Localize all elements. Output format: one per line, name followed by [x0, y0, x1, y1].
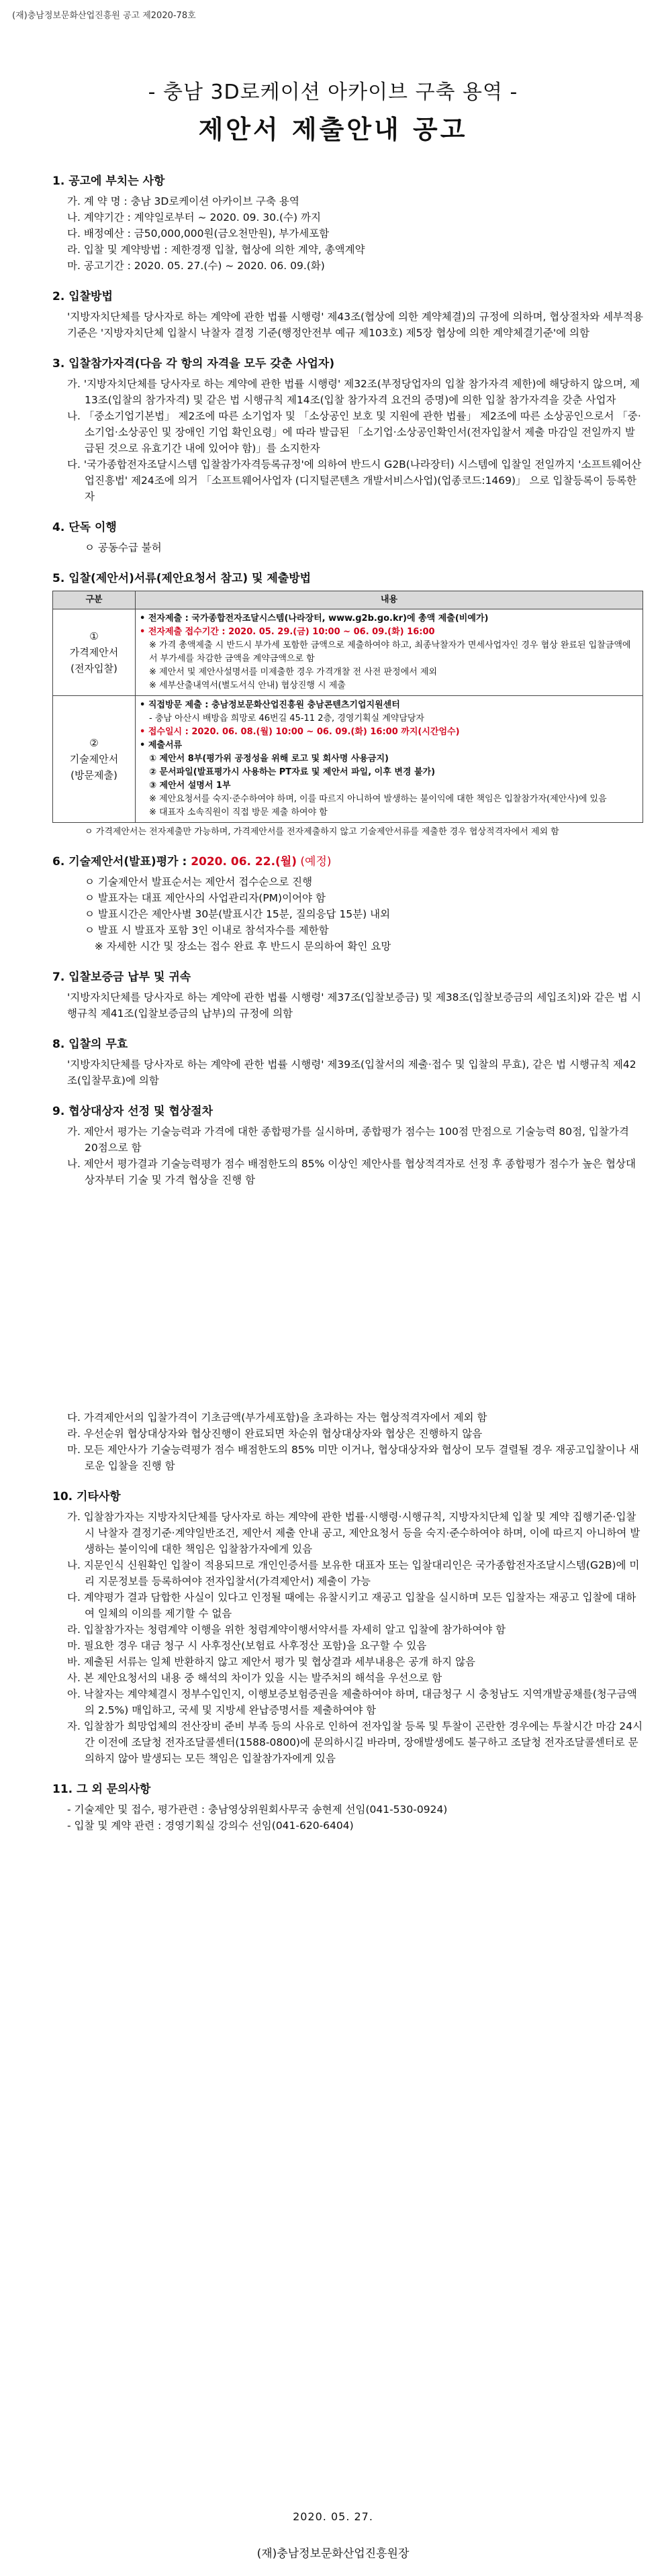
project-subtitle: - 충남 3D로케이션 아카이브 구축 용역 - [148, 81, 518, 104]
content-line: ※ 제안요청서를 숙지·준수하여야 하며, 이를 따르지 아니하여 발생하는 불이익에 대한 책임은 입찰참가자(제안사)에 있음 [149, 794, 607, 804]
row-label: ① 가격제안서 (전자입찰) [53, 609, 136, 696]
section-9 [52, 1103, 643, 1474]
issuing-organization: (재)충남정보문화산업진흥원장 [256, 2547, 410, 2561]
row-content [136, 609, 643, 696]
contact-item: - 기술제안 및 접수, 평가관련 : 충남영상위원회사무국 송현제 선임(041-530-0924) [67, 1803, 448, 1816]
section-heading [52, 854, 643, 870]
section-heading: 9. 협상대상자 선정 및 협상절차 [52, 1105, 213, 1118]
content-line: ※ 대표자 소속직원이 직접 방문 제출 하여야 함 [149, 807, 328, 818]
list-item: 자. 입찰참가 희망업체의 전산장비 준비 부족 등의 사유로 인하여 전자입찰 등록 및 투찰이 곤란한 경우에는 투찰시간 마감 24시간 이전에 조달청 전자조달콜센터(1588-0800)에 문의하시길 바라며, 장애발생에도 불구하고 조달청 전자조달콜센터로 문의하지 않아 발생되는 모든 책임은 입찰참가자에게 있음 [67, 1720, 643, 1765]
section-8 [52, 1036, 643, 1089]
list-item: 아. 낙찰자는 계약체결시 정부수입인지, 이행보증보험증권을 제출하여야 하며, 대금청구 시 충청남도 지역개발공채를(청구금액의 2.5%) 매입하고, 국세 및 지방세 완납증명서를 제출하여야 함 [67, 1688, 637, 1716]
list-item: 나. 지문인식 신원확인 입찰이 적용되므로 개인인증서를 보유한 대표자 또는 입찰대리인은 국가종합전자조달시스템(G2B)에 미리 지문정보를 등록하여야 전자입찰서(가격제안서) 제출이 가능 [67, 1559, 640, 1587]
notice-number: (재)충남정보문화산업진흥원 공고 제2020-78호 [12, 11, 196, 21]
section-6 [52, 854, 643, 954]
content-line: • 접수일시 : 2020. 06. 08.(월) 10:00 ~ 06. 09.(화) 16:00 까지(시간엄수) [140, 727, 460, 737]
list-item: 다. '국가종합전자조달시스템 입찰참가자격등록규정'에 의하여 반드시 G2B(나라장터) 시스템에 입찰일 전일까지 '소프트웨어산업진흥법' 제24조에 의거 「소프트웨어사업자 (디지털콘텐츠 개발서비스사업)(업종코드:1469)」 으로 입찰등록이 등록한 자 [67, 458, 642, 503]
table-row [53, 696, 643, 823]
table-row [53, 609, 643, 696]
list-item: ㅇ 발표 시 발표자 포함 3인 이내로 참석자수를 제한함 [85, 924, 329, 936]
list-item: 바. 제출된 서류는 일체 반환하지 않고 제안서 평가 및 협상결과 세부내용은 공개 하지 않음 [67, 1656, 476, 1668]
list-item: 라. 입찰참가자는 청렴계약 이행을 위한 청렴계약이행서약서를 자세히 알고 입찰에 참가하여야 함 [67, 1624, 506, 1636]
blank-area [52, 1188, 643, 1409]
section-heading: 11. 그 외 문의사항 [52, 1783, 151, 1796]
list-item: 가. 입찰참가자는 지방자치단체를 당사자로 하는 계약에 관한 법률·시행령·시행규칙, 지방자치단체 입찰 및 계약 집행기준·입찰시 낙찰자 결정기준·계약일반조건, 제안서 제출 안내 공고, 제안요청서 등을 숙지·준수하여야 하며, 이에 따르지 아니하여 발생하는 불이익에 대한 책임은 입찰참가자에게 있음 [67, 1511, 640, 1555]
paragraph: '지방자치단체를 당사자로 하는 계약에 관한 법률 시행령' 제43조(협상에 의한 계약체결)의 규정에 의하며, 협상절차와 세부적용기준은 '지방자치단체 입찰시 낙찰자 결정 기준(행정안전부 예규 제103호) 제5장 협상에 의한 계약체결기준'에 의함 [67, 311, 643, 339]
section-7 [52, 969, 643, 1022]
table-header: 구분 [53, 591, 136, 609]
section-heading: 4. 단독 이행 [52, 521, 117, 534]
list-item: 마. 모든 제안사가 기술능력평가 점수 배점한도의 85% 미만 이거나, 협상대상자와 협상이 모두 결렬될 경우 재공고입찰이나 새로운 입찰을 진행 함 [67, 1444, 639, 1472]
content-line: - 충남 아산시 배방읍 희망로 46번길 45-11 2층, 경영기획실 계약담당자 [149, 713, 424, 724]
list-item: ※ 자세한 시간 및 장소는 접수 완료 후 반드시 문의하여 확인 요망 [85, 940, 391, 952]
list-item: 나. 제안서 평가결과 기술능력평가 점수 배점한도의 85% 이상인 제안사를 협상적격자로 선정 후 종합평가 점수가 높은 협상대상자부터 기술 및 가격 협상을 진행 함 [67, 1158, 636, 1186]
section-heading: 2. 입찰방법 [52, 290, 113, 303]
content-line: • 전자제출 : 국가종합전자조달시스템(나라장터, www.g2b.go.kr)에 총액 제출(비예가) [140, 613, 489, 624]
list-item: 가. 계 약 명 : 충남 3D로케이션 아카이브 구축 용역 [67, 195, 299, 207]
list-item: 마. 공고기간 : 2020. 05. 27.(수) ~ 2020. 06. 09.(화) [67, 260, 325, 272]
list-item: 나. 「중소기업기본법」 제2조에 따른 소기업자 및 「소상공인 보호 및 지원에 관한 법률」 제2조에 따른 소상공인으로서 「중·소기업·소상공인 및 장애인 기업 확인요령」에 따라 발급된 「소기업·소상공인확인서(전자입찰서 제출 마감일 전일까지 발급된 것으로 유효기간 내에 있어야 함)」를 소지한자 [67, 410, 641, 454]
heading-suffix: (예정) [297, 855, 332, 869]
contact-item: - 입찰 및 계약 관련 : 경영기획실 강의수 선임(041-620-6404) [67, 1820, 354, 1832]
table-note: ㅇ 가격제안서는 전자제출만 가능하며, 가격제안서를 전자제출하지 않고 기술제안서류를 제출한 경우 협상적격자에서 제외 함 [85, 827, 559, 837]
list-item: 나. 계약기간 : 계약일로부터 ~ 2020. 09. 30.(수) 까지 [67, 211, 321, 224]
list-item: 라. 우선순위 협상대상자와 협상진행이 완료되면 차순위 협상대상자와 협상은 진행하지 않음 [67, 1428, 483, 1440]
content-line: ※ 세부산출내역서(별도서식 안내) 협상진행 시 제출 [149, 681, 346, 691]
section-1 [52, 173, 643, 274]
content-line: ※ 제안서 및 제안사설명서를 미제출한 경우 가격개찰 전 사전 판정에서 제외 [149, 667, 437, 677]
notice-date: 2020. 05. 27. [293, 2510, 373, 2523]
notice-body [52, 173, 643, 1834]
list-item: 라. 입찰 및 계약방법 : 제한경쟁 입찰, 협상에 의한 계약, 총액계약 [67, 244, 365, 256]
section-3 [52, 356, 643, 505]
list-item: ㅇ 발표시간은 제안사별 30분(발표시간 15분, 질의응답 15분) 내외 [85, 908, 391, 920]
list-item: 가. '지방자치단체를 당사자로 하는 계약에 관한 법률 시행령' 제32조(부정당업자의 입찰 참가자격 제한)에 해당하지 않으며, 제13조(입찰의 참가자격) 및 같은 법 시행규칙 제14조(입찰 참가자격 요건의 증명)에 의한 입찰 참가자격을 갖춘 사업자 [67, 378, 640, 406]
section-5 [52, 571, 643, 839]
row-content [136, 696, 643, 823]
list-item: 사. 본 제안요청서의 내용 중 해석의 차이가 있을 시는 발주처의 해석을 우선으로 함 [67, 1672, 442, 1684]
list-item: 마. 필요한 경우 대금 청구 시 사후정산(보험료 사후정산 포함)을 요구할 수 있음 [67, 1640, 427, 1652]
list-item: 다. 계약평가 결과 담합한 사실이 있다고 인정될 때에는 유찰시키고 재공고 입찰을 실시하며 모든 입찰자는 재공고 입찰에 대하여 일체의 이의를 제기할 수 없음 [67, 1591, 636, 1620]
content-line: ※ 가격 총액제출 시 반드시 부가세 포함한 금액으로 제출하여야 하고, 최종낙찰자가 면세사업자인 경우 협상 완료된 입찰금액에서 부가세를 차감한 금액을 계약금액으로 함 [149, 640, 631, 664]
section-heading: 1. 공고에 부치는 사항 [52, 175, 165, 188]
page-title: 제안서 제출안내 공고 [198, 115, 468, 144]
content-line: • 전자제출 접수기간 : 2020. 05. 29.(금) 10:00 ~ 06. 09.(화) 16:00 [140, 627, 435, 637]
content-line: • 제출서류 [140, 740, 183, 750]
section-heading: 7. 입찰보증금 납부 및 귀속 [52, 971, 191, 984]
section-10 [52, 1489, 643, 1767]
paragraph: '지방자치단체를 당사자로 하는 계약에 관한 법률 시행령' 제39조(입찰서의 제출·접수 및 입찰의 무효), 같은 법 시행규칙 제42조(입찰무효)에 의함 [67, 1058, 636, 1087]
submission-table [52, 591, 643, 823]
paragraph: ㅇ 공동수급 불허 [85, 542, 162, 554]
section-11 [52, 1781, 643, 1834]
list-item: 다. 배정예산 : 금50,000,000원(금오천만원), 부가세포함 [67, 228, 330, 240]
paragraph: '지방자치단체를 당사자로 하는 계약에 관한 법률 시행령' 제37조(입찰보증금) 및 제38조(입찰보증금의 세입조치)와 같은 법 시행규칙 제41조(입찰보증금의 납부)의 규정에 의함 [67, 991, 641, 1020]
evaluation-date: 2020. 06. 22.(월) [191, 855, 297, 869]
section-heading: 8. 입찰의 무효 [52, 1038, 128, 1051]
content-line: ① 제안서 8부(평가위 공정성을 위해 로고 및 회사명 사용금지) [149, 754, 389, 764]
section-4 [52, 519, 643, 556]
list-item: 다. 가격제안서의 입찰가격이 기초금액(부가세포함)을 초과하는 자는 협상적격자에서 제외 함 [67, 1411, 487, 1424]
section-heading: 10. 기타사항 [52, 1490, 121, 1503]
section-heading: 5. 입찰(제안서)서류(제안요청서 참고) 및 제출방법 [52, 572, 312, 585]
section-2 [52, 289, 643, 341]
list-item: 가. 제안서 평가는 기술능력과 가격에 대한 종합평가를 실시하며, 종합평가 점수는 100점 만점으로 기술능력 80점, 입찰가격 20점으로 함 [67, 1126, 632, 1154]
content-line: • 직접방문 제출 : 충남정보문화산업진흥원 충남콘텐츠기업지원센터 [140, 700, 400, 710]
content-line: ③ 제안서 설명서 1부 [149, 781, 231, 791]
content-line: ② 문서파일(발표평가시 사용하는 PT자료 및 제안서 파일, 이후 변경 불가) [149, 767, 436, 777]
list-item: ㅇ 발표자는 대표 제안사의 사업관리자(PM)이어야 함 [85, 892, 326, 904]
list-item: ㅇ 기술제안서 발표순서는 제안서 접수순으로 진행 [85, 876, 313, 888]
section-heading: 3. 입찰참가자격(다음 각 항의 자격을 모두 갖춘 사업자) [52, 357, 335, 370]
heading-text: 6. 기술제안서(발표)평가 : [52, 855, 191, 869]
row-label: ② 기술제안서 (방문제출) [53, 696, 136, 823]
table-header: 내용 [136, 591, 643, 609]
